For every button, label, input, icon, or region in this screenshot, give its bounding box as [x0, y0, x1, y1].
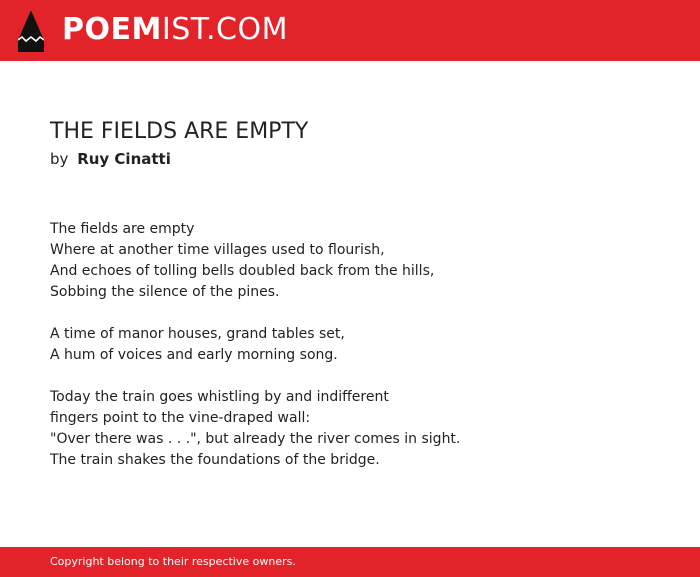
stanza	[50, 324, 650, 366]
by-label: by	[50, 150, 69, 168]
author-name: Ruy Cinatti	[77, 150, 171, 168]
poem-line: Sobbing the silence of the pines.	[50, 284, 280, 300]
copyright-text: Copyright belong to their respective owners.	[50, 555, 296, 568]
site-logo[interactable]	[62, 12, 288, 48]
stanza	[50, 219, 650, 303]
poem-line: Where at another time villages used to flourish,	[50, 242, 385, 258]
poem-line: "Over there was . . .", but already the river comes in sight.	[50, 431, 461, 447]
poem-line: And echoes of tolling bells doubled back from the hills,	[50, 263, 435, 279]
poem-line: Today the train goes whistling by and indifferent	[50, 389, 389, 405]
poem-line: A time of manor houses, grand tables set,	[50, 326, 345, 342]
poem-title: THE FIELDS ARE EMPTY	[50, 119, 309, 144]
poem-line: A hum of voices and early morning song.	[50, 347, 338, 363]
poem-line: The train shakes the foundations of the bridge.	[50, 452, 380, 468]
logo-bold-text: POEM	[62, 12, 162, 47]
pencil-tip-icon[interactable]	[18, 10, 44, 52]
poem-line: fingers point to the vine-draped wall:	[50, 410, 311, 426]
poem-body	[50, 219, 650, 492]
byline	[50, 149, 171, 169]
logo-light-text: IST.COM	[161, 12, 288, 47]
site-footer	[0, 547, 700, 577]
stanza	[50, 387, 650, 471]
poem-line: The fields are empty	[50, 221, 195, 237]
site-header	[0, 0, 700, 61]
